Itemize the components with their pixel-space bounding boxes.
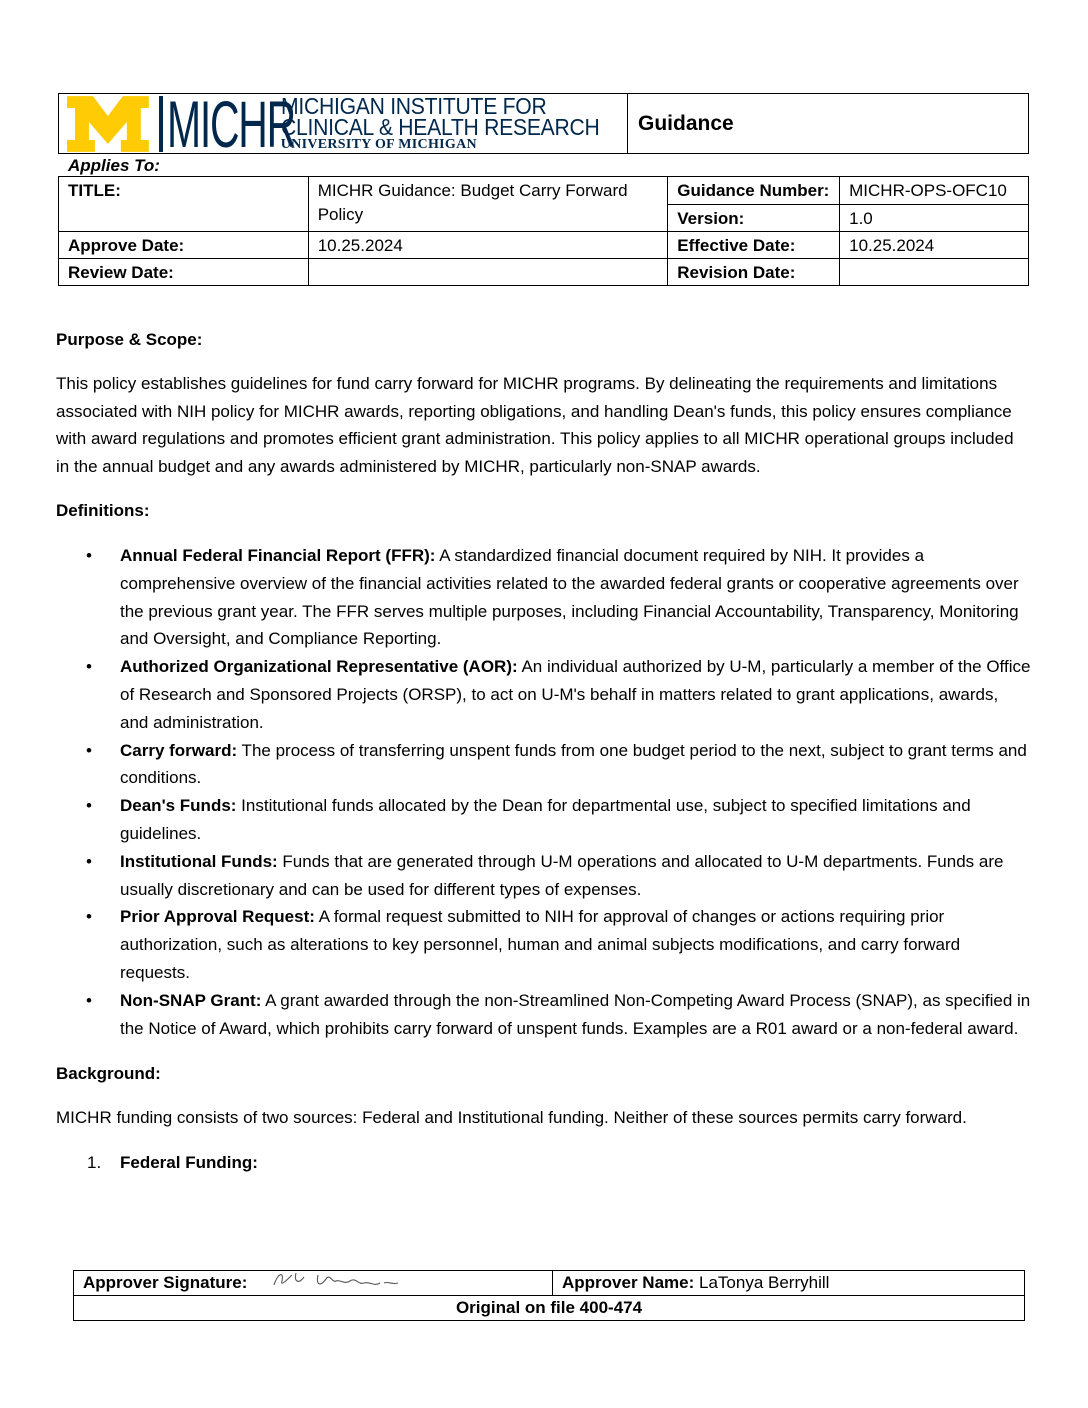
definition-term: Annual Federal Financial Report (FFR): xyxy=(120,546,436,565)
logo-line-3: UNIVERSITY OF MICHIGAN xyxy=(280,136,477,152)
document-body xyxy=(56,326,1031,1176)
block-m-logo-icon xyxy=(67,96,149,152)
logo-institute-text xyxy=(280,92,627,152)
definition-text: Institutional funds allocated by the Dean for departmental use, subject to specified limitations and guidelines. xyxy=(120,796,971,843)
funding-list xyxy=(87,1149,1031,1176)
funding-item-number: 1. xyxy=(87,1152,102,1172)
approve-date-value: 10.25.2024 xyxy=(308,232,668,259)
original-on-file: Original on file 400-474 xyxy=(455,1298,643,1317)
logo-cell xyxy=(59,86,628,161)
logo-divider xyxy=(159,96,163,152)
review-date-value xyxy=(308,259,668,286)
title-label: TITLE: xyxy=(59,177,309,232)
definition-item xyxy=(120,737,1031,793)
document-info-table xyxy=(58,176,1029,286)
approver-name-label: Approver Name: xyxy=(562,1273,695,1292)
definition-item xyxy=(120,542,1031,653)
revision-date-label: Revision Date: xyxy=(668,259,840,286)
document-header xyxy=(58,86,1029,161)
effective-date-label: Effective Date: xyxy=(668,232,840,259)
definition-term: Prior Approval Request: xyxy=(120,907,315,927)
approver-name-cell xyxy=(553,1271,1024,1295)
review-date-label: Review Date: xyxy=(59,259,309,286)
funding-item xyxy=(87,1149,1031,1176)
definition-text: The process of transferring unspent funds from one budget period to the next, subject to grant terms and conditions. xyxy=(120,740,1027,788)
definition-item xyxy=(120,848,1031,904)
approval-footer xyxy=(73,1270,1025,1321)
funding-item-label: Federal Funding: xyxy=(120,1152,258,1172)
purpose-text: This policy establishes guidelines for fund carry forward for MICHR programs. By delineating the requirements and limitations associated with NIH policy for MICHR awards, reporting obligations, and handling Dean's funds, this policy ensures compliance with award regulations and promotes efficient grant administration. This policy applies to all MICHR operational groups included in the annual budget and any awards administered by MICHR, particularly non-SNAP awards. xyxy=(56,374,1014,476)
definition-term: Carry forward: xyxy=(120,740,238,760)
approver-signature-label: Approver Signature: xyxy=(83,1273,248,1292)
definitions-list xyxy=(120,542,1031,1042)
background-text: MICHR funding consists of two sources: Federal and Institutional funding. Neither of these sources permits carry forward. xyxy=(56,1108,967,1128)
version-label: Version: xyxy=(668,205,840,232)
version-value: 1.0 xyxy=(840,205,1029,232)
logo-line-2: CLINICAL & HEALTH RESEARCH xyxy=(280,113,600,140)
definition-item xyxy=(120,903,1031,986)
approver-signature-cell xyxy=(74,1271,553,1295)
logo-line-1: MICHIGAN INSTITUTE FOR xyxy=(280,92,547,119)
definition-text: A grant awarded through the non-Streamlined Non-Competing Award Process (SNAP), as specified in the Notice of Award, which prohibits carry forward of unspent funds. Examples are a R01 award or a non-federal award. xyxy=(120,990,1031,1038)
logo-michr: MICHR xyxy=(166,86,295,161)
definition-item xyxy=(120,653,1031,736)
approval-row xyxy=(74,1271,1024,1296)
signature-line xyxy=(270,1295,485,1296)
definition-term: Dean's Funds: xyxy=(120,796,237,816)
revision-date-value xyxy=(840,259,1029,286)
approve-date-label: Approve Date: xyxy=(59,232,309,259)
definition-text: An individual authorized by U-M, particularly a member of the Office of Research and Sponsored Projects (ORSP), to act on U-M's behalf in matters related to grant applications, awards, and administration. xyxy=(120,657,1031,732)
definition-item xyxy=(120,987,1031,1043)
purpose-heading: Purpose & Scope: xyxy=(56,330,203,349)
definition-text: Funds that are generated through U-M operations and allocated to U-M departments. Funds are usually discretionary and can be used for different types of expenses. xyxy=(120,851,1004,899)
definition-text: A formal request submitted to NIH for approval of changes or actions requiring prior authorization, such as alterations to key personnel, human and animal subjects modifications, and carry forward requests. xyxy=(120,907,961,982)
definition-term: Non-SNAP Grant: xyxy=(120,990,262,1010)
applies-to-label: Applies To: xyxy=(68,156,160,175)
guidance-number-value: MICHR-OPS-OFC10 xyxy=(840,177,1029,205)
definition-term: Institutional Funds: xyxy=(120,851,278,871)
approver-name-value: LaTonya Berryhill xyxy=(699,1273,830,1292)
definitions-heading: Definitions: xyxy=(56,501,150,520)
handwritten-signature-icon xyxy=(270,1265,415,1295)
doc-type: Guidance xyxy=(638,111,734,135)
background-heading: Background: xyxy=(56,1064,161,1084)
definition-term: Authorized Organizational Representative (AOR): xyxy=(120,657,518,677)
definition-item xyxy=(120,792,1031,848)
effective-date-value: 10.25.2024 xyxy=(840,232,1029,259)
guidance-number-label: Guidance Number: xyxy=(668,177,840,205)
definition-text: A standardized financial document required by NIH. It provides a comprehensive overview of the financial activities related to the awarded federal grants or cooperative agreements over the previous grant year. The FFR serves multiple purposes, including Financial Accountability, Transparency, Monitoring and Oversight, and Compliance Reporting. xyxy=(120,546,1019,649)
title-value: MICHR Guidance: Budget Carry Forward Policy xyxy=(308,177,668,232)
